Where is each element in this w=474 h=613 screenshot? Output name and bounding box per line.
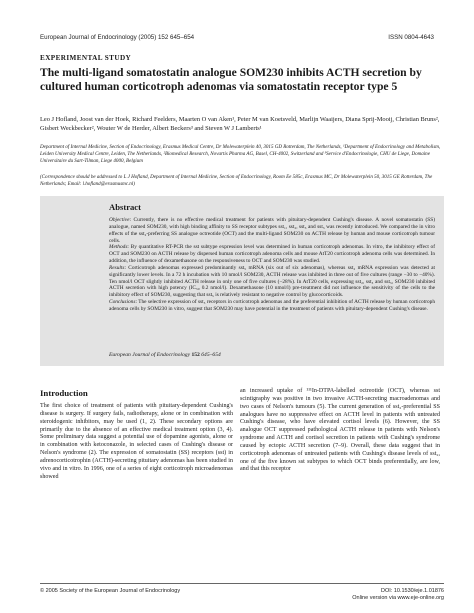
introduction-paragraph-right: an increased uptake of ¹¹¹In-DTPA-labelled octreotide (OCT), whereas sst scintigraphy was positive in two invasive ACTH-secreting macroadenomas and two cases of Nelson's tumours (5). The current generation of sst₂-preferential SS analogues have no suppressive effect on ACTH level in patients with untreated Cushing's disease, who have elevated cortisol levels (6). However, the SS analogue OCT suppressed pathological ACTH release in patients with Nelson's syndrome and ACTH and cortisol secretion in patients with Cushing's syndrome caused by ectopic ACTH secretion (7–9). Overall, these data suggest that in corticotroph adenomas of untreated patients with Cushing's disease levels of sst₂, one of the five known sst subtypes to which OCT binds preferentially, are low, and that this receptor	[240, 388, 440, 473]
introduction-paragraph-left: The first choice of treatment of patients with pituitary-dependent Cushing's disease is surgery. If surgery fails, radiotherapy, alone or in combination with steroidogenic inhibitors, may be used (1, 2). These secondary options are primarily due to the absence of an effective medical treatment option (3, 4). Some preliminary data suggest a potential use of dopamine agonists, alone or in combination with ketoconazole, in selected cases of Cushing's disease or Nelson's syndrome (2). The expression of somatostatin (SS) receptors (sst) in adrenocorticotrophin (ACTH)-secreting pituitary adenomas has been studied in vivo and in vitro. In 1996, one of a series of eight corticotroph microadenomas showed	[40, 403, 233, 480]
author-list: Leo J Hofland, Joost van der Hoek, Richard Feelders, Maarten O van Aken¹, Peter M van Koetsveld, Marlijn Waaijers, Diana Sprij-Mooij, Christian Bruns², Gisbert Weckbecker², Wouter W de Herder, Albert Beckers³ and Steven W J Lamberts¹	[40, 116, 440, 132]
objective-label: Objective	[109, 217, 130, 223]
methods-text: : By quantitative RT-PCR the sst subtype expression level was determined in human corticotroph adenomas. In vitro, the inhibitory effect of OCT and SOM230 on ACTH release by dispersed human corticotroph adenoma cells and mouse AtT20 corticotroph adenoma cells was determined. In addition, the influence of dexamethasone on the responsiveness to OCT and SOM230 was studied.	[109, 244, 435, 265]
citation-pages: 645–654	[199, 352, 221, 358]
footer-copyright: © 2005 Society of the European Journal of Endocrinology	[40, 588, 181, 594]
footer-doi: DOI: 10.1530/eje.1.01876	[381, 588, 444, 594]
article-title: The multi-ligand somatostatin analogue SOM230 inhibits ACTH secretion by cultured human corticotroph adenomas via somatostatin receptor type 5	[40, 66, 422, 93]
citation-journal: European Journal of Endocrinology	[109, 352, 192, 358]
running-header-journal: European Journal of Endocrinology (2005) 152 645–654	[40, 34, 195, 41]
abstract-heading: Abstract	[109, 202, 141, 212]
introduction-heading: Introduction	[40, 388, 88, 398]
footer-doi-block	[318, 588, 444, 602]
conclusions-label: Conclusions	[109, 299, 136, 306]
abstract-results	[109, 265, 435, 299]
footer-online-link[interactable]: Online version via www.eje-online.org	[352, 595, 444, 602]
footer-divider	[40, 583, 444, 584]
abstract-body	[109, 217, 435, 313]
correspondence-note: (Correspondence should be addressed to L J Hofland, Department of Internal Medicine, Section of Endocrinology, Room Ee 585c, Erasmus MC, Dr Molewaterplein 50, 3015 GE Rotterdam, The Netherlands; Email: l.hofland@erasmusmc.nl)	[40, 174, 433, 187]
journal-citation	[109, 352, 221, 358]
abstract-conclusions	[109, 299, 435, 313]
objective-text: : Currently, there is no effective medical treatment for patients with pituitary-dependent Cushing's disease. A novel somatostatin (SS) analogue, named SOM230, with high binding affinity to SS receptor subtypes sst₁, sst₂, sst₃ and sst₅ was recently introduced. We compared the in vitro effects of the sst₂-preferring SS analogue octreotide (OCT) and the multi-ligand SOM230 on ACTH release by human and mouse corticotroph tumour cells.	[109, 217, 435, 244]
citation-volume: 152	[191, 352, 200, 358]
conclusions-text: : The selective expression of sst₅ receptors in corticotroph adenomas and the preferential inhibition of ACTH release by human corticotroph adenoma cells by SOM230 in vitro, suggest that SOM230 may have potential in the treatment of patients with pituitary-dependent Cushing's disease.	[109, 299, 435, 312]
abstract-objective	[109, 217, 435, 244]
methods-label: Methods	[109, 244, 128, 251]
introduction-left-column	[40, 403, 233, 481]
affiliations: Department of Internal Medicine, Section of Endocrinology, Erasmus Medical Centre, Dr Molewaterplein 40, 3015 GD Rotterdam, The Netherlands, ¹Department of Endocrinology and Metabolism, Leiden University Medical Centre, Leiden, The Netherlands, ²Biomedical Research, Novartis Pharma AG, Basel, CH-4002, Switzerland and ³Service d'Endocrinologie, CHU de Liege, Domaine Universitaire du Sart-Tilman, Liege 4000, Belgium	[40, 144, 441, 164]
running-header-issn: ISSN 0804-4643	[388, 34, 434, 41]
section-label: EXPERIMENTAL STUDY	[40, 54, 132, 62]
abstract-methods	[109, 244, 435, 265]
introduction-right-column	[240, 388, 440, 474]
results-text: : Corticotroph adenomas expressed predominantly sst₅ mRNA (six out of six adenomas), whereas sst₂ mRNA expression was detected at significantly lower levels. In a 72 h incubation with 10 nmol/l SOM230, ACTH release was inhibited in three out of five cultures (range −30 to −40%). Ten nmol/l OCT slightly inhibited ACTH release in only one of five cultures (−28%). In AtT20 cells, expressing sst₂, sst₃ and sst₅, SOM230 inhibited ACTH secretion with high potency (IC₅₀ 0.2 nmol/l). Dexamethasone (10 nmol/l) pre-treatment did not influence the sensitivity of the cells to the inhibitory effect of SOM230, suggesting that sst₅ is relatively resistant to negative control by glucocorticoids.	[109, 264, 435, 299]
results-label: Results	[109, 264, 125, 271]
